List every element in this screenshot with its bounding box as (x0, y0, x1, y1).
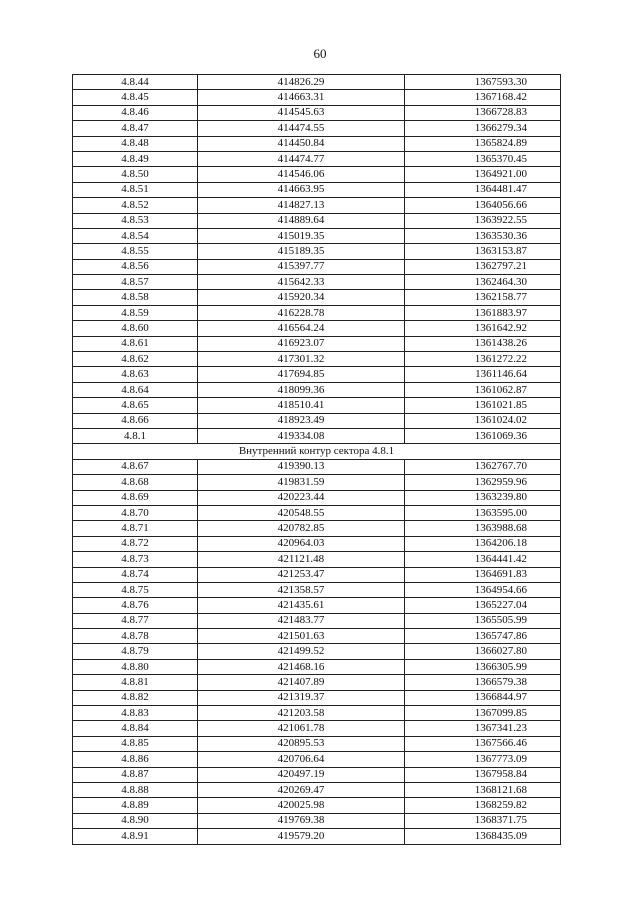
table-row (73, 336, 561, 351)
point-id-cell: 4.8.74 (73, 567, 198, 582)
point-id-cell: 4.8.46 (73, 105, 198, 120)
point-id-cell: 4.8.90 (73, 813, 198, 828)
point-id-cell: 4.8.1 (73, 428, 198, 443)
x-coordinate-cell: 421483.77 (198, 613, 405, 628)
y-coordinate-cell: 1363530.36 (405, 228, 561, 243)
table-row (73, 829, 561, 844)
table-row (73, 382, 561, 397)
table-row (73, 105, 561, 120)
point-id-cell: 4.8.75 (73, 582, 198, 597)
y-coordinate-cell: 1361021.85 (405, 398, 561, 413)
point-id-cell: 4.8.68 (73, 475, 198, 490)
point-id-cell: 4.8.85 (73, 736, 198, 751)
x-coordinate-cell: 421319.37 (198, 690, 405, 705)
table-row (73, 167, 561, 182)
table-body-inner (73, 459, 561, 844)
table-row (73, 582, 561, 597)
y-coordinate-cell: 1361062.87 (405, 382, 561, 397)
y-coordinate-cell: 1367341.23 (405, 721, 561, 736)
table-row (73, 798, 561, 813)
y-coordinate-cell: 1364441.42 (405, 552, 561, 567)
y-coordinate-cell: 1365505.99 (405, 613, 561, 628)
table-row (73, 629, 561, 644)
point-id-cell: 4.8.91 (73, 829, 198, 844)
table-row (73, 151, 561, 166)
table-row (73, 521, 561, 536)
y-coordinate-cell: 1364206.18 (405, 536, 561, 551)
point-id-cell: 4.8.72 (73, 536, 198, 551)
point-id-cell: 4.8.45 (73, 90, 198, 105)
y-coordinate-cell: 1365747.86 (405, 629, 561, 644)
y-coordinate-cell: 1366728.83 (405, 105, 561, 120)
point-id-cell: 4.8.47 (73, 121, 198, 136)
table-row (73, 136, 561, 151)
x-coordinate-cell: 415189.35 (198, 244, 405, 259)
y-coordinate-cell: 1361883.97 (405, 305, 561, 320)
table-row (73, 121, 561, 136)
x-coordinate-cell: 414450.84 (198, 136, 405, 151)
y-coordinate-cell: 1364056.66 (405, 198, 561, 213)
x-coordinate-cell: 417301.32 (198, 352, 405, 367)
point-id-cell: 4.8.86 (73, 752, 198, 767)
x-coordinate-cell: 416228.78 (198, 305, 405, 320)
x-coordinate-cell: 420706.64 (198, 752, 405, 767)
table-row (73, 290, 561, 305)
x-coordinate-cell: 420782.85 (198, 521, 405, 536)
x-coordinate-cell: 421061.78 (198, 721, 405, 736)
x-coordinate-cell: 421121.48 (198, 552, 405, 567)
table-row (73, 228, 561, 243)
x-coordinate-cell: 414546.06 (198, 167, 405, 182)
y-coordinate-cell: 1367958.84 (405, 767, 561, 782)
point-id-cell: 4.8.87 (73, 767, 198, 782)
x-coordinate-cell: 419390.13 (198, 459, 405, 474)
table-row (73, 182, 561, 197)
table-row (73, 490, 561, 505)
y-coordinate-cell: 1362158.77 (405, 290, 561, 305)
point-id-cell: 4.8.82 (73, 690, 198, 705)
point-id-cell: 4.8.76 (73, 598, 198, 613)
point-id-cell: 4.8.44 (73, 75, 198, 90)
y-coordinate-cell: 1368121.68 (405, 782, 561, 797)
table-row (73, 613, 561, 628)
point-id-cell: 4.8.55 (73, 244, 198, 259)
y-coordinate-cell: 1361272.22 (405, 352, 561, 367)
x-coordinate-cell: 420895.53 (198, 736, 405, 751)
x-coordinate-cell: 420025.98 (198, 798, 405, 813)
y-coordinate-cell: 1365227.04 (405, 598, 561, 613)
table-row (73, 428, 561, 443)
y-coordinate-cell: 1367168.42 (405, 90, 561, 105)
y-coordinate-cell: 1366844.97 (405, 690, 561, 705)
y-coordinate-cell: 1362797.21 (405, 259, 561, 274)
x-coordinate-cell: 421499.52 (198, 644, 405, 659)
table-row (73, 398, 561, 413)
y-coordinate-cell: 1363922.55 (405, 213, 561, 228)
x-coordinate-cell: 419334.08 (198, 428, 405, 443)
x-coordinate-cell: 418923.49 (198, 413, 405, 428)
table-row (73, 505, 561, 520)
table-row (73, 275, 561, 290)
x-coordinate-cell: 416564.24 (198, 321, 405, 336)
table-row (73, 690, 561, 705)
point-id-cell: 4.8.58 (73, 290, 198, 305)
x-coordinate-cell: 420223.44 (198, 490, 405, 505)
y-coordinate-cell: 1363988.68 (405, 521, 561, 536)
point-id-cell: 4.8.65 (73, 398, 198, 413)
point-id-cell: 4.8.53 (73, 213, 198, 228)
table-row (73, 475, 561, 490)
table-row (73, 367, 561, 382)
y-coordinate-cell: 1367593.30 (405, 75, 561, 90)
point-id-cell: 4.8.80 (73, 659, 198, 674)
table-row (73, 305, 561, 320)
y-coordinate-cell: 1361146.64 (405, 367, 561, 382)
y-coordinate-cell: 1368371.75 (405, 813, 561, 828)
point-id-cell: 4.8.60 (73, 321, 198, 336)
y-coordinate-cell: 1364691.83 (405, 567, 561, 582)
x-coordinate-cell: 420548.55 (198, 505, 405, 520)
y-coordinate-cell: 1365370.45 (405, 151, 561, 166)
y-coordinate-cell: 1364954.66 (405, 582, 561, 597)
x-coordinate-cell: 419769.38 (198, 813, 405, 828)
table-row (73, 198, 561, 213)
point-id-cell: 4.8.62 (73, 352, 198, 367)
table-row (73, 659, 561, 674)
x-coordinate-cell: 415920.34 (198, 290, 405, 305)
y-coordinate-cell: 1362767.70 (405, 459, 561, 474)
table-row (73, 75, 561, 90)
y-coordinate-cell: 1362959.96 (405, 475, 561, 490)
x-coordinate-cell: 414663.31 (198, 90, 405, 105)
x-coordinate-cell: 420269.47 (198, 782, 405, 797)
y-coordinate-cell: 1361069.36 (405, 428, 561, 443)
x-coordinate-cell: 421358.57 (198, 582, 405, 597)
table-body-outer (73, 75, 561, 444)
x-coordinate-cell: 417694.85 (198, 367, 405, 382)
point-id-cell: 4.8.50 (73, 167, 198, 182)
y-coordinate-cell: 1365824.89 (405, 136, 561, 151)
x-coordinate-cell: 419579.20 (198, 829, 405, 844)
point-id-cell: 4.8.78 (73, 629, 198, 644)
table-row (73, 321, 561, 336)
x-coordinate-cell: 415642.33 (198, 275, 405, 290)
table-row (73, 736, 561, 751)
point-id-cell: 4.8.51 (73, 182, 198, 197)
x-coordinate-cell: 414827.13 (198, 198, 405, 213)
table-row (73, 352, 561, 367)
point-id-cell: 4.8.79 (73, 644, 198, 659)
table-row (73, 598, 561, 613)
table-row (73, 675, 561, 690)
x-coordinate-cell: 421407.89 (198, 675, 405, 690)
point-id-cell: 4.8.56 (73, 259, 198, 274)
point-id-cell: 4.8.49 (73, 151, 198, 166)
point-id-cell: 4.8.69 (73, 490, 198, 505)
x-coordinate-cell: 420497.19 (198, 767, 405, 782)
x-coordinate-cell: 421435.61 (198, 598, 405, 613)
x-coordinate-cell: 420964.03 (198, 536, 405, 551)
point-id-cell: 4.8.88 (73, 782, 198, 797)
x-coordinate-cell: 414889.64 (198, 213, 405, 228)
point-id-cell: 4.8.57 (73, 275, 198, 290)
x-coordinate-cell: 415397.77 (198, 259, 405, 274)
table-row (73, 782, 561, 797)
section-title: Внутренний контур сектора 4.8.1 (73, 444, 561, 459)
point-id-cell: 4.8.81 (73, 675, 198, 690)
table-row (73, 90, 561, 105)
point-id-cell: 4.8.70 (73, 505, 198, 520)
table-row (73, 552, 561, 567)
x-coordinate-cell: 414545.63 (198, 105, 405, 120)
section-row (73, 444, 561, 459)
point-id-cell: 4.8.48 (73, 136, 198, 151)
table-section-header (73, 444, 561, 459)
y-coordinate-cell: 1361438.26 (405, 336, 561, 351)
x-coordinate-cell: 418510.41 (198, 398, 405, 413)
table-row (73, 536, 561, 551)
x-coordinate-cell: 421468.16 (198, 659, 405, 674)
y-coordinate-cell: 1363239.80 (405, 490, 561, 505)
point-id-cell: 4.8.89 (73, 798, 198, 813)
y-coordinate-cell: 1366279.34 (405, 121, 561, 136)
point-id-cell: 4.8.54 (73, 228, 198, 243)
point-id-cell: 4.8.63 (73, 367, 198, 382)
point-id-cell: 4.8.71 (73, 521, 198, 536)
y-coordinate-cell: 1361642.92 (405, 321, 561, 336)
y-coordinate-cell: 1362464.30 (405, 275, 561, 290)
table-row (73, 567, 561, 582)
y-coordinate-cell: 1367773.09 (405, 752, 561, 767)
table-row (73, 259, 561, 274)
point-id-cell: 4.8.64 (73, 382, 198, 397)
y-coordinate-cell: 1361024.02 (405, 413, 561, 428)
x-coordinate-cell: 416923.07 (198, 336, 405, 351)
y-coordinate-cell: 1363153.87 (405, 244, 561, 259)
table-row (73, 244, 561, 259)
point-id-cell: 4.8.77 (73, 613, 198, 628)
table-row (73, 213, 561, 228)
table-row (73, 752, 561, 767)
table-row (73, 459, 561, 474)
point-id-cell: 4.8.52 (73, 198, 198, 213)
y-coordinate-cell: 1364921.00 (405, 167, 561, 182)
x-coordinate-cell: 414474.77 (198, 151, 405, 166)
y-coordinate-cell: 1364481.47 (405, 182, 561, 197)
point-id-cell: 4.8.59 (73, 305, 198, 320)
y-coordinate-cell: 1366027.80 (405, 644, 561, 659)
y-coordinate-cell: 1367566.46 (405, 736, 561, 751)
coordinates-table (72, 74, 561, 845)
point-id-cell: 4.8.84 (73, 721, 198, 736)
y-coordinate-cell: 1366305.99 (405, 659, 561, 674)
point-id-cell: 4.8.83 (73, 706, 198, 721)
page-number: 60 (313, 46, 327, 61)
y-coordinate-cell: 1363595.00 (405, 505, 561, 520)
table-row (73, 644, 561, 659)
x-coordinate-cell: 421501.63 (198, 629, 405, 644)
point-id-cell: 4.8.61 (73, 336, 198, 351)
point-id-cell: 4.8.66 (73, 413, 198, 428)
table-row (73, 706, 561, 721)
x-coordinate-cell: 421203.58 (198, 706, 405, 721)
x-coordinate-cell: 419831.59 (198, 475, 405, 490)
x-coordinate-cell: 414826.29 (198, 75, 405, 90)
x-coordinate-cell: 414474.55 (198, 121, 405, 136)
x-coordinate-cell: 421253.47 (198, 567, 405, 582)
x-coordinate-cell: 418099.36 (198, 382, 405, 397)
point-id-cell: 4.8.73 (73, 552, 198, 567)
y-coordinate-cell: 1368435.09 (405, 829, 561, 844)
table-row (73, 721, 561, 736)
x-coordinate-cell: 414663.95 (198, 182, 405, 197)
point-id-cell: 4.8.67 (73, 459, 198, 474)
y-coordinate-cell: 1367099.85 (405, 706, 561, 721)
table-row (73, 767, 561, 782)
y-coordinate-cell: 1368259.82 (405, 798, 561, 813)
y-coordinate-cell: 1366579.38 (405, 675, 561, 690)
table-row (73, 813, 561, 828)
x-coordinate-cell: 415019.35 (198, 228, 405, 243)
table-row (73, 413, 561, 428)
